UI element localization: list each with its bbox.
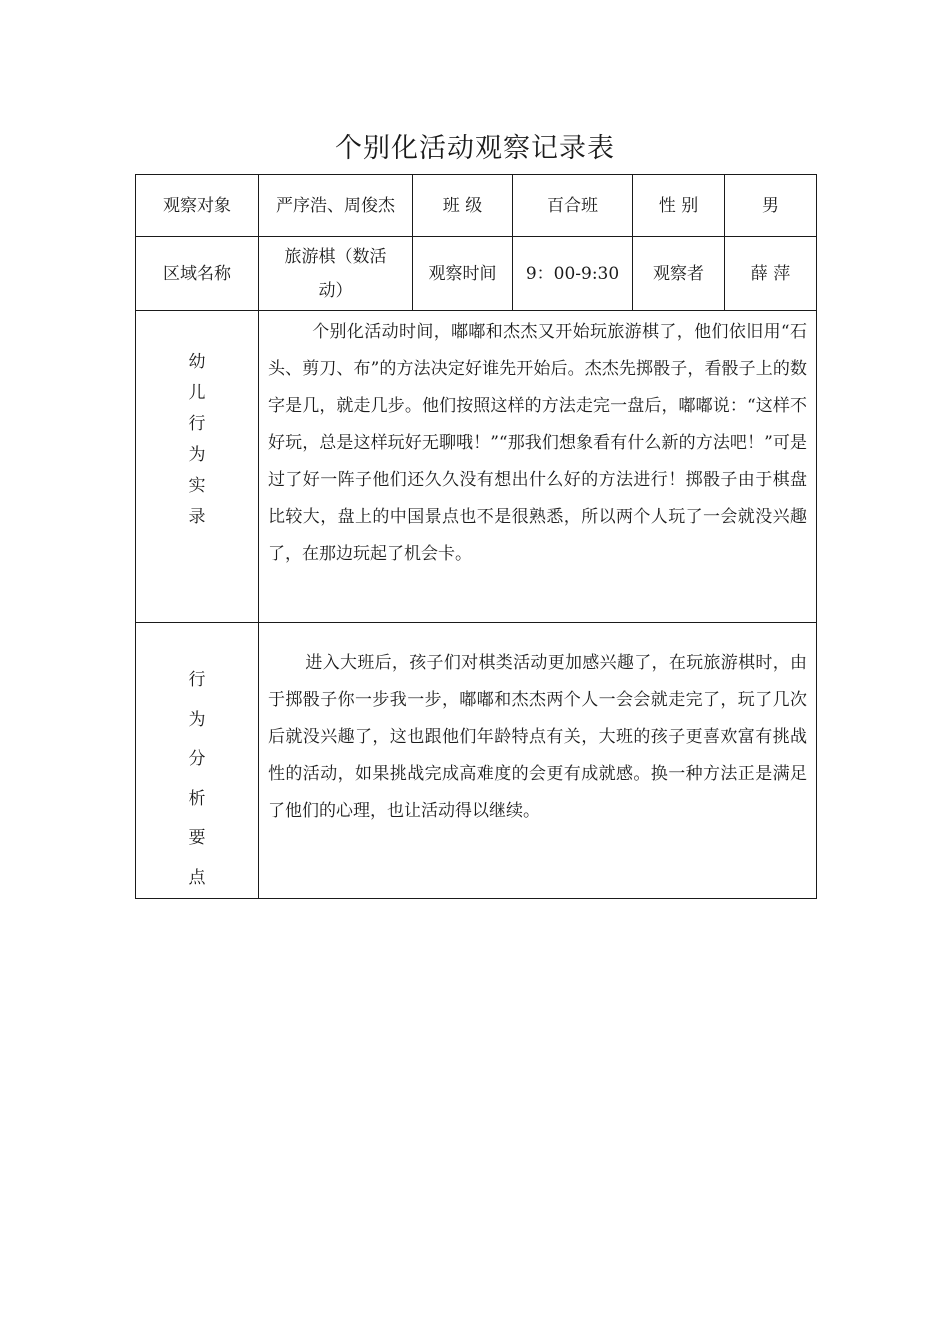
behavior-label-char: 幼 <box>188 352 206 372</box>
subject-label: 观察对象 <box>136 175 259 237</box>
class-label: 班 级 <box>413 175 513 237</box>
gender-value: 男 <box>725 175 817 237</box>
class-value: 百合班 <box>513 175 633 237</box>
behavior-record-label <box>136 311 259 623</box>
area-label: 区域名称 <box>136 237 259 311</box>
gender-label: 性 别 <box>633 175 725 237</box>
behavior-record-text: 个别化活动时间，嘟嘟和杰杰又开始玩旅游棋了，他们依旧用“石头、剪刀、布”的方法决定好谁先开始后。杰杰先掷骰子，看骰子上的数字是几，就走几步。他们按照这样的方法走完一盘后，嘟嘟说：“这样不好玩，总是这样玩好无聊哦！”“那我们想象看有什么新的方法吧！”可是过了好一阵子他们还久久没有想出什么好的方法进行！掷骰子由于棋盘比较大，盘上的中国景点也不是很熟悉，所以两个人玩了一会就没兴趣了，在那边玩起了机会卡。 <box>268 322 807 564</box>
analysis-content <box>259 623 817 899</box>
area-value: 旅游棋（数活动） <box>259 237 413 311</box>
table-row-subject <box>136 175 817 237</box>
analysis-label-char: 分 <box>188 749 206 769</box>
page-title: 个别化活动观察记录表 <box>335 133 615 164</box>
observation-record-table <box>135 174 817 899</box>
behavior-label-char: 录 <box>188 507 206 527</box>
time-label: 观察时间 <box>413 237 513 311</box>
observer-label: 观察者 <box>633 237 725 311</box>
subject-value: 严序浩、周俊杰 <box>259 175 413 237</box>
analysis-label <box>136 623 259 899</box>
table-row-analysis <box>136 623 817 899</box>
analysis-label-char: 点 <box>188 867 206 888</box>
analysis-text: 进入大班后，孩子们对棋类活动更加感兴趣了，在玩旅游棋时，由于掷骰子你一步我一步，嘟嘟和杰杰两个人一会会就走完了，玩了几次后就没兴趣了，这也跟他们年龄特点有关，大班的孩子更喜欢富有挑战性的活动，如果挑战完成高难度的会更有成就感。换一种方法正是满足了他们的心理，也让活动得以继续。 <box>268 653 807 821</box>
table-row-area <box>136 237 817 311</box>
time-value: 9：00-9:30 <box>513 237 633 311</box>
behavior-record-content <box>259 311 817 623</box>
analysis-label-char: 析 <box>188 788 206 809</box>
behavior-label-char: 实 <box>188 476 206 496</box>
analysis-label-char: 行 <box>188 670 206 690</box>
analysis-label-char: 要 <box>188 828 206 848</box>
behavior-label-char: 为 <box>188 445 206 465</box>
behavior-label-char: 儿 <box>188 383 206 403</box>
analysis-label-char: 为 <box>188 709 206 730</box>
behavior-label-char: 行 <box>188 414 206 434</box>
table-row-behavior <box>136 311 817 623</box>
observer-value: 薛 萍 <box>725 237 817 311</box>
